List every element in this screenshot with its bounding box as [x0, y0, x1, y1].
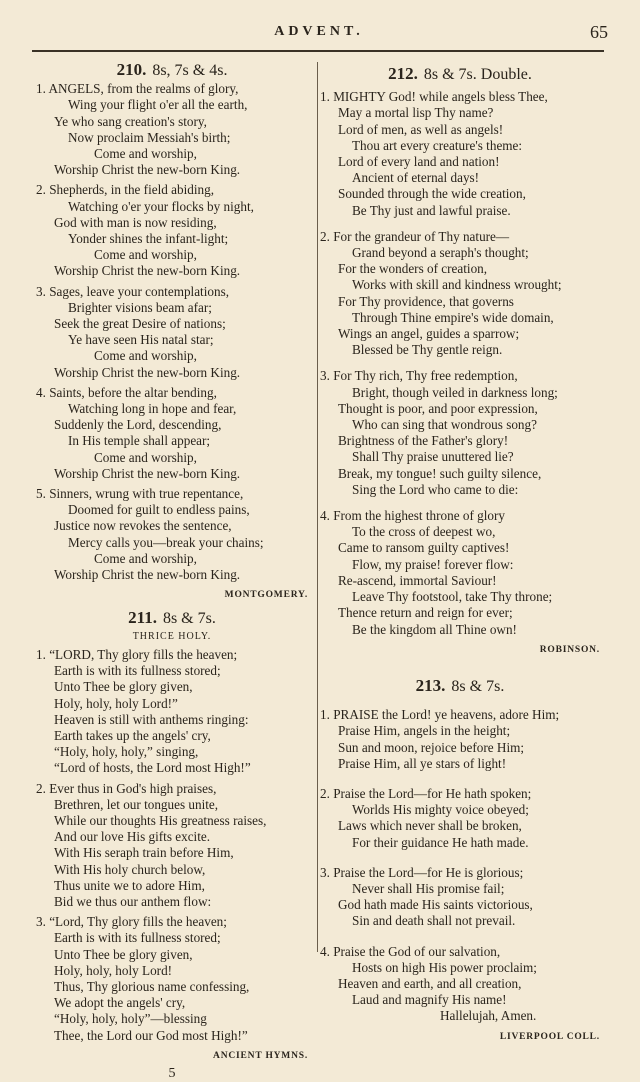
verse-line: Worship Christ the new-born King. [36, 162, 308, 178]
verse-line: Holy, holy, holy Lord! [36, 963, 308, 979]
verse-line: 3. Praise the Lord—for He is glorious; [320, 865, 600, 881]
verse-line: May a mortal lisp Thy name? [320, 105, 600, 121]
verse-line: Come and worship, [36, 348, 308, 364]
verse-line: 3. “Lord, Thy glory fills the heaven; [36, 914, 308, 930]
right-column [320, 66, 600, 1045]
hymn-attribution: MONTGOMERY. [36, 587, 308, 603]
verse-line: Ye have seen His natal star; [36, 332, 308, 348]
verse-line: Wings an angel, guides a sparrow; [320, 326, 600, 342]
verse-line: God hath made His saints victorious, [320, 897, 600, 913]
verse-line: Came to ransom guilty captives! [320, 540, 600, 556]
hymn-attribution: ROBINSON. [320, 642, 600, 658]
verse-line: Leave Thy footstool, take Thy throne; [320, 589, 600, 605]
verse [320, 229, 600, 359]
verse-line: 1. “LORD, Thy glory fills the heaven; [36, 647, 308, 663]
verse-line: Hosts on high His power proclaim; [320, 960, 600, 976]
verse-line: 2. Ever thus in God's high praises, [36, 781, 308, 797]
verse-line: Heaven is still with anthems ringing: [36, 712, 308, 728]
verse-line: Thought is poor, and poor expression, [320, 401, 600, 417]
verse-line: 1. PRAISE the Lord! ye heavens, adore Him; [320, 707, 600, 723]
hymn-number: 212. [388, 64, 418, 83]
verse-line: Heaven and earth, and all creation, [320, 976, 600, 992]
verse-line: Worlds His mighty voice obeyed; [320, 802, 600, 818]
verse-line: Brightness of the Father's glory! [320, 433, 600, 449]
page-header [30, 24, 608, 46]
verse-line: Come and worship, [36, 450, 308, 466]
hymn-heading [36, 62, 308, 79]
verse-line: Laud and magnify His name! [320, 992, 600, 1008]
verse-line: Worship Christ the new-born King. [36, 365, 308, 381]
verse-line: Ye who sang creation's story, [36, 114, 308, 130]
verse-line: Hallelujah, Amen. [320, 1008, 600, 1024]
verse-line: Doomed for guilt to endless pains, [36, 502, 308, 518]
hymn-number: 213. [416, 676, 446, 695]
verse-line: Flow, my praise! forever flow: [320, 557, 600, 573]
verse-line: Thus unite we to adore Him, [36, 878, 308, 894]
verse-line: Thence return and reign for ever; [320, 605, 600, 621]
verse-line: Worship Christ the new-born King. [36, 466, 308, 482]
verse-line: Re-ascend, immortal Saviour! [320, 573, 600, 589]
verse [36, 486, 308, 583]
verse-line: Mercy calls you—break your chains; [36, 535, 308, 551]
verse [320, 786, 600, 851]
verse-line: For the wonders of creation, [320, 261, 600, 277]
verse-line: Sun and moon, rejoice before Him; [320, 740, 600, 756]
hymn-meter: 8s & 7s. Double. [424, 66, 532, 83]
verse-line: Lord of men, as well as angels! [320, 122, 600, 138]
verse-line: Yonder shines the infant-light; [36, 231, 308, 247]
verse-line: 1. ANGELS, from the realms of glory, [36, 81, 308, 97]
verse-line: Brighter visions beam afar; [36, 300, 308, 316]
verse-line: Now proclaim Messiah's birth; [36, 130, 308, 146]
verse-line: 2. Praise the Lord—for He hath spoken; [320, 786, 600, 802]
verse-line: Earth takes up the angels' cry, [36, 728, 308, 744]
hymn-212 [320, 66, 600, 658]
verse-line: Grand beyond a seraph's thought; [320, 245, 600, 261]
verse-line: Lord of every land and nation! [320, 154, 600, 170]
verse-line: To the cross of deepest wo, [320, 524, 600, 540]
verse-line: Be Thy just and lawful praise. [320, 203, 600, 219]
hymn-heading [36, 610, 308, 627]
verse [320, 89, 600, 219]
page-number: 65 [590, 22, 608, 43]
verse-line: Thou art every creature's theme: [320, 138, 600, 154]
verse-line: 1. MIGHTY God! while angels bless Thee, [320, 89, 600, 105]
verse-line: Praise Him, angels in the height; [320, 723, 600, 739]
hymn-meter: 8s & 7s. [163, 610, 216, 627]
verse-line: Worship Christ the new-born King. [36, 567, 308, 583]
verse [320, 508, 600, 638]
hymn-attribution: ANCIENT HYMNS. [36, 1048, 308, 1064]
verse [320, 944, 600, 1025]
verse-line: Come and worship, [36, 146, 308, 162]
verse-line: Watching long in hope and fear, [36, 401, 308, 417]
verse [320, 368, 600, 498]
hymn-meter: 8s, 7s & 4s. [152, 62, 227, 79]
verse-line: Thus, Thy glorious name confessing, [36, 979, 308, 995]
verse-line: “Holy, holy, holy”—blessing [36, 1011, 308, 1027]
verse-line: 3. For Thy rich, Thy free redemption, [320, 368, 600, 384]
verse-line: God with man is now residing, [36, 215, 308, 231]
running-title: ADVENT. [30, 24, 608, 40]
verse-line: Laws which never shall be broken, [320, 818, 600, 834]
verse-line: Sing the Lord who came to die: [320, 482, 600, 498]
hymn-210 [36, 62, 308, 604]
verse-line: 4. Praise the God of our salvation, [320, 944, 600, 960]
verse-line: Earth is with its fullness stored; [36, 930, 308, 946]
verse-line: Holy, holy, holy Lord!” [36, 696, 308, 712]
verse [36, 182, 308, 279]
hymn-meter: 8s & 7s. [451, 678, 504, 695]
signature-mark: 5 [36, 1066, 308, 1082]
hymn-subtitle: THRICE HOLY. [36, 629, 308, 645]
verse-line: Praise Him, all ye stars of light! [320, 756, 600, 772]
hymn-213 [320, 678, 600, 1045]
verse-line: And our love His gifts excite. [36, 829, 308, 845]
verse-line: Through Thine empire's wide domain, [320, 310, 600, 326]
verse-line: Seek the great Desire of nations; [36, 316, 308, 332]
verse-line: Who can sing that wondrous song? [320, 417, 600, 433]
verse-line: Come and worship, [36, 247, 308, 263]
verse [36, 284, 308, 381]
verse-line: 5. Sinners, wrung with true repentance, [36, 486, 308, 502]
verse-line: Unto Thee be glory given, [36, 947, 308, 963]
verse-line: Wing your flight o'er all the earth, [36, 97, 308, 113]
verse-line: 2. Shepherds, in the field abiding, [36, 182, 308, 198]
verse [36, 385, 308, 482]
verse-line: Unto Thee be glory given, [36, 679, 308, 695]
verse-line: Bright, though veiled in darkness long; [320, 385, 600, 401]
verse-line: Break, my tongue! such guilty silence, [320, 466, 600, 482]
verse [36, 647, 308, 777]
column-divider [317, 62, 318, 952]
verse-line: Worship Christ the new-born King. [36, 263, 308, 279]
verse-line: Earth is with its fullness stored; [36, 663, 308, 679]
verse-line: Never shall His promise fail; [320, 881, 600, 897]
verse-line: We adopt the angels' cry, [36, 995, 308, 1011]
verse-line: Ancient of eternal days! [320, 170, 600, 186]
verse-line: Brethren, let our tongues unite, [36, 797, 308, 813]
hymn-211 [36, 610, 308, 1082]
verse-line: Bid we thus our anthem flow: [36, 894, 308, 910]
verse [36, 914, 308, 1044]
verse [36, 81, 308, 178]
verse-line: Come and worship, [36, 551, 308, 567]
verse-line: With His holy church below, [36, 862, 308, 878]
verse-line: Suddenly the Lord, descending, [36, 417, 308, 433]
verse [36, 781, 308, 911]
hymn-heading [320, 66, 600, 83]
verse-line: In His temple shall appear; [36, 433, 308, 449]
verse-line: For their guidance He hath made. [320, 835, 600, 851]
hymn-number: 211. [128, 608, 157, 627]
hymn-heading [320, 678, 600, 695]
verse-line: While our thoughts His greatness raises, [36, 813, 308, 829]
hymn-attribution: LIVERPOOL COLL. [320, 1029, 600, 1045]
verse-line: Watching o'er your flocks by night, [36, 199, 308, 215]
hymn-number: 210. [117, 60, 147, 79]
verse [320, 707, 600, 772]
left-column [36, 62, 308, 1082]
verse-line: Works with skill and kindness wrought; [320, 277, 600, 293]
verse-line: Thee, the Lord our God most High!” [36, 1028, 308, 1044]
verse-line: 4. From the highest throne of glory [320, 508, 600, 524]
header-rule [32, 50, 604, 52]
verse-line: With His seraph train before Him, [36, 845, 308, 861]
verse-line: Justice now revokes the sentence, [36, 518, 308, 534]
verse-line: 3. Sages, leave your contemplations, [36, 284, 308, 300]
verse-line: Blessed be Thy gentle reign. [320, 342, 600, 358]
verse-line: For Thy providence, that governs [320, 294, 600, 310]
verse-line: Sin and death shall not prevail. [320, 913, 600, 929]
verse-line: “Lord of hosts, the Lord most High!” [36, 760, 308, 776]
verse [320, 865, 600, 930]
verse-line: Shall Thy praise unuttered lie? [320, 449, 600, 465]
verse-line: Sounded through the wide creation, [320, 186, 600, 202]
verse-line: 4. Saints, before the altar bending, [36, 385, 308, 401]
verse-line: 2. For the grandeur of Thy nature— [320, 229, 600, 245]
verse-line: Be the kingdom all Thine own! [320, 622, 600, 638]
verse-line: “Holy, holy, holy,” singing, [36, 744, 308, 760]
